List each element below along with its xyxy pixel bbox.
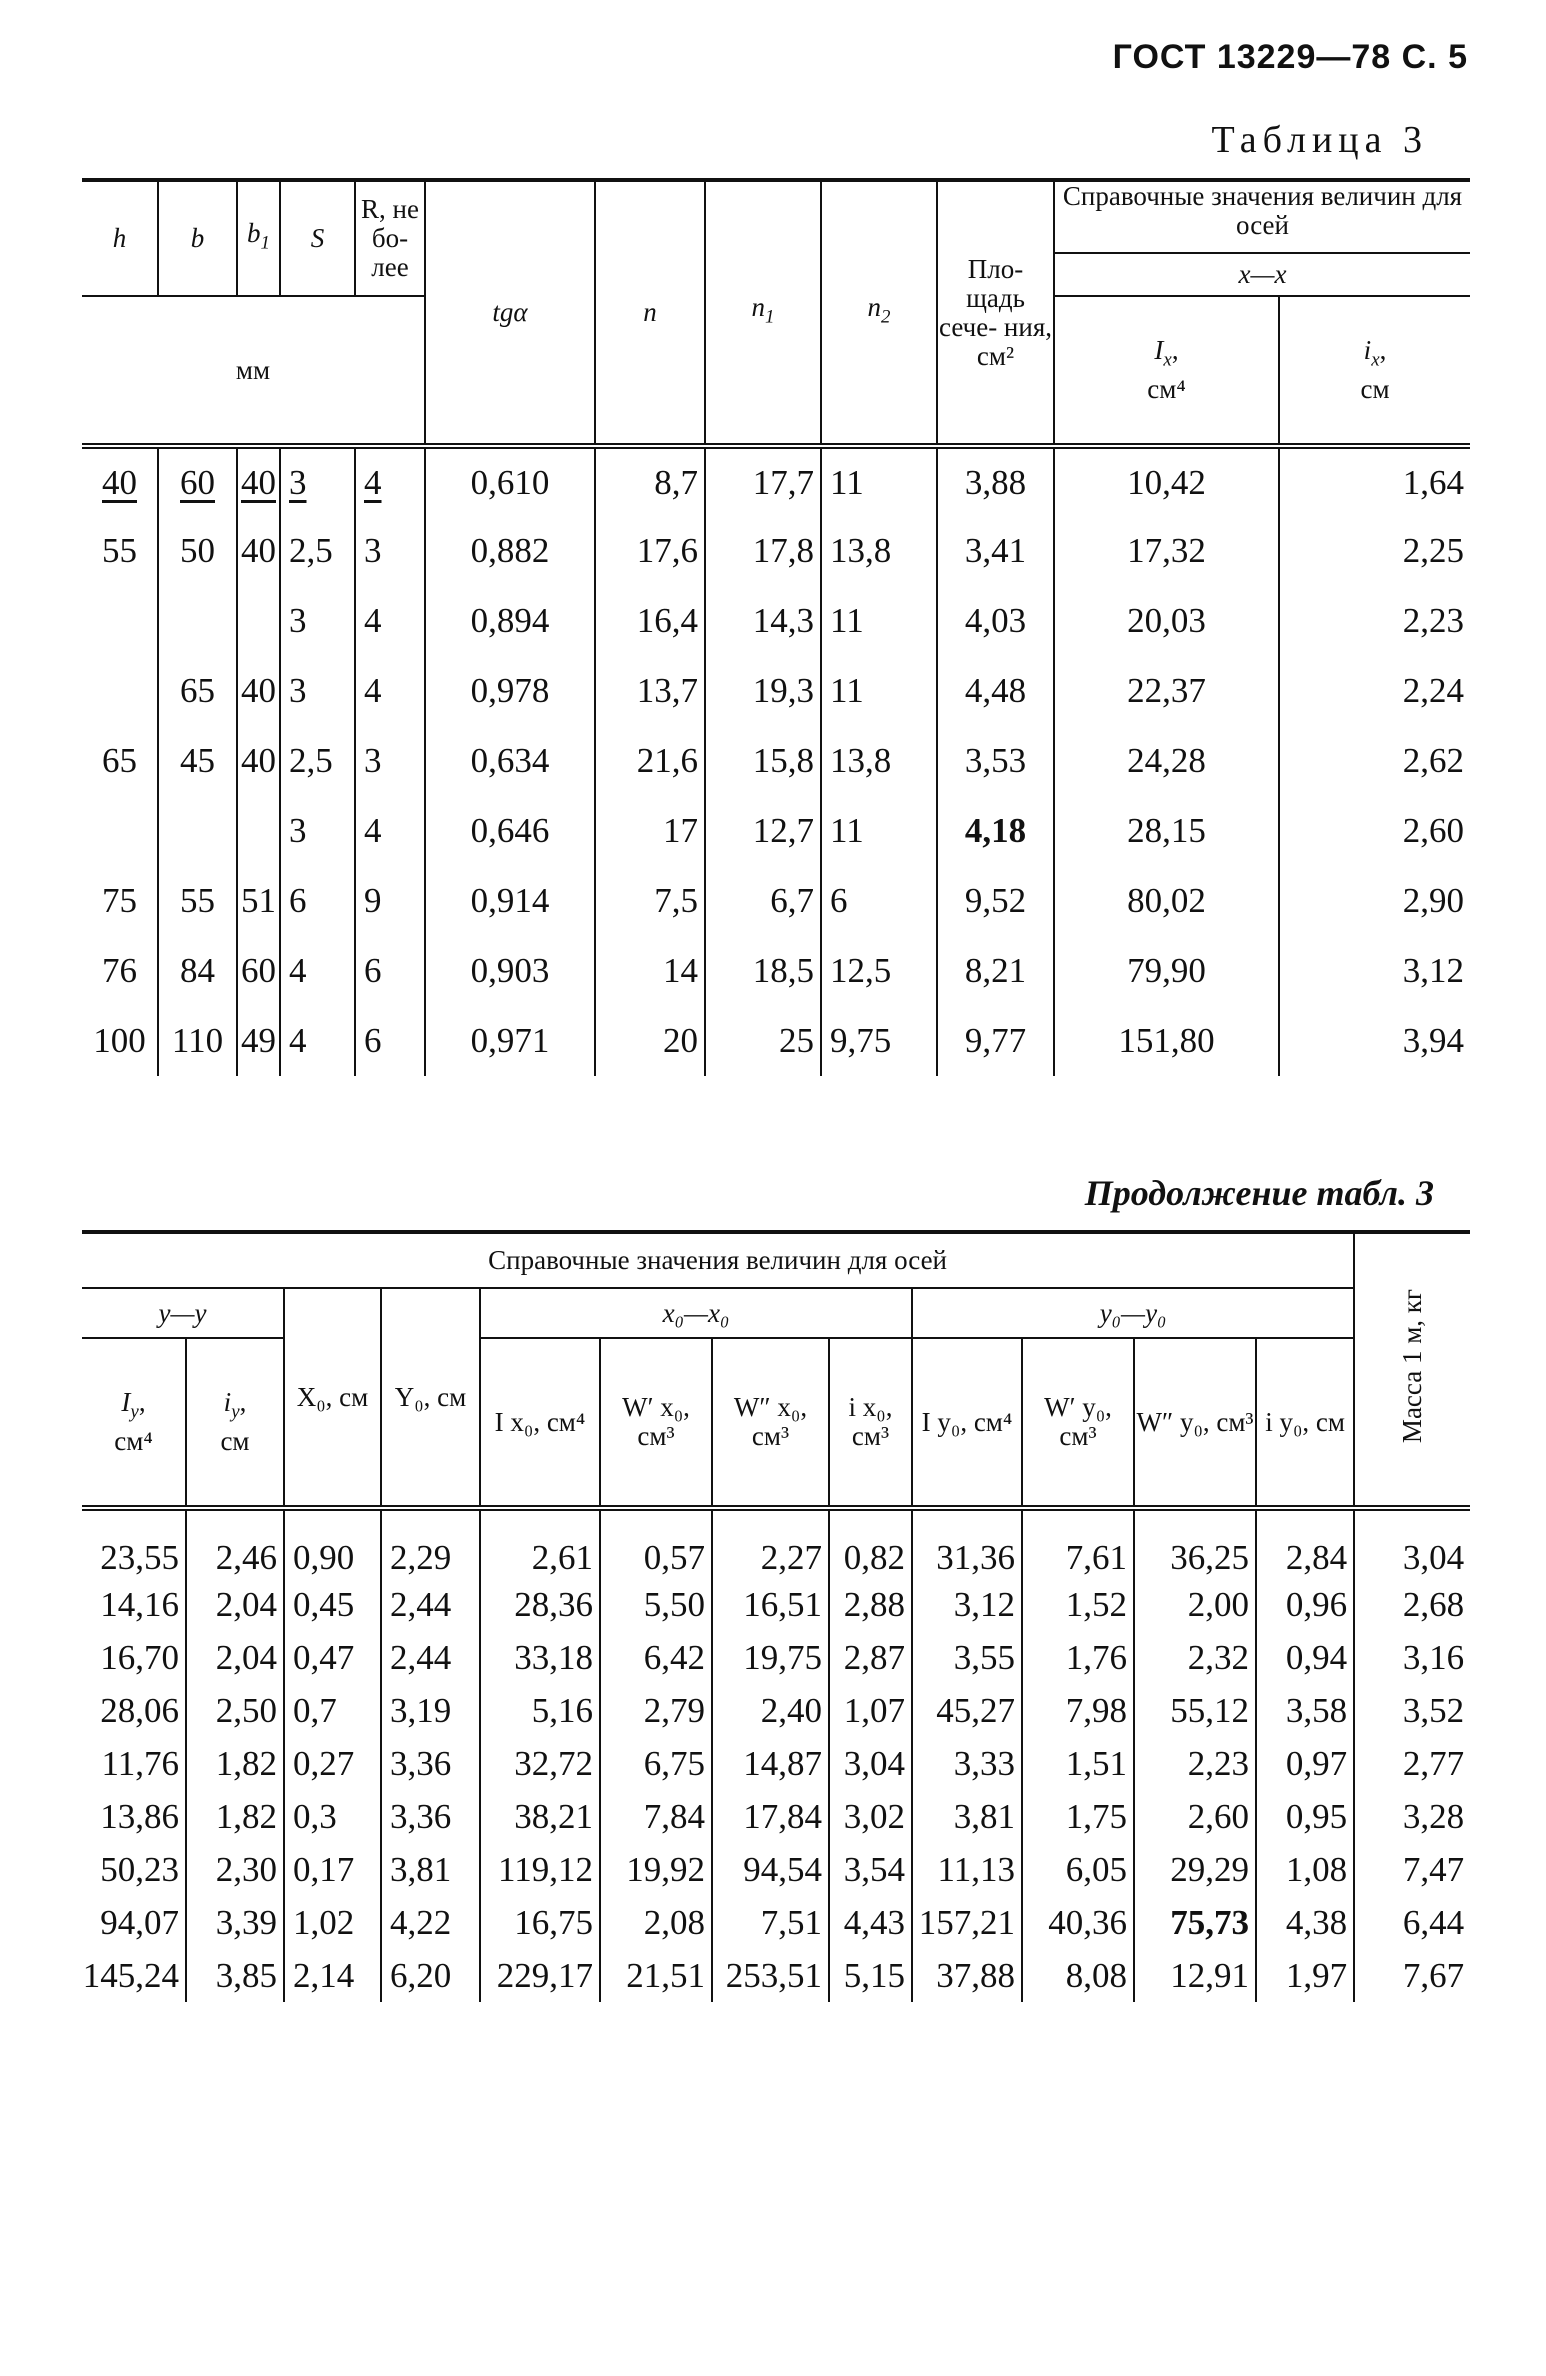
cell-b: 110 <box>158 1006 237 1076</box>
col-tga: tgα <box>425 180 595 446</box>
cell-iy0-radius: 1,97 <box>1256 1949 1354 2002</box>
cell-iy0-radius: 4,38 <box>1256 1896 1354 1949</box>
cell-tga: 0,894 <box>425 586 595 656</box>
table-row <box>82 866 1470 936</box>
ref-values-header: Справочные значения величин для осей x—x <box>1054 180 1470 296</box>
cell-S: 4 <box>280 1006 355 1076</box>
cell-Ix: 17,32 <box>1054 516 1279 586</box>
cell-iy-radius: 2,04 <box>186 1578 284 1631</box>
col-iy0-moment: I y₀, см⁴ <box>912 1338 1022 1508</box>
cell-n2: 11 <box>821 796 937 866</box>
col-y0: Y₀, см <box>381 1288 480 1508</box>
cell-Ix: 151,80 <box>1054 1006 1279 1076</box>
col-b1: $b_1$ <box>237 180 280 296</box>
cell-w1x0: 5,50 <box>600 1578 712 1631</box>
cell-w1x0: 6,42 <box>600 1631 712 1684</box>
cell-ix0-radius: 5,15 <box>829 1949 912 2002</box>
cell-h: 55 <box>102 531 137 570</box>
cell-b1: 60 <box>237 936 280 1006</box>
cell-mass: 6,44 <box>1354 1896 1470 1949</box>
cell-x0: 1,02 <box>284 1896 381 1949</box>
cell-b1: 40 <box>237 726 280 796</box>
cell-iy0-moment: 37,88 <box>912 1949 1022 2002</box>
table-3 <box>82 178 1470 1076</box>
cell-w2x0: 253,51 <box>712 1949 829 2002</box>
cell-ix: 2,90 <box>1279 866 1470 936</box>
cell-S: 3 <box>280 586 355 656</box>
table-row <box>82 446 1470 516</box>
cell-n: 8,7 <box>595 446 705 516</box>
cell-area: 8,21 <box>937 936 1054 1006</box>
cell-iy-moment: 50,23 <box>100 1849 179 1889</box>
cell-S: 3 <box>280 796 355 866</box>
table-row <box>82 1896 1470 1949</box>
ref-values-header-cont: Справочные значения величин для осей <box>82 1232 1354 1288</box>
cell-mass: 2,77 <box>1354 1737 1470 1790</box>
cell-iy0-moment: 45,27 <box>912 1684 1022 1737</box>
table-title: Таблица 3 <box>1211 119 1428 161</box>
col-n: n <box>595 180 705 446</box>
table-row <box>82 1578 1470 1631</box>
cell-w2x0: 14,87 <box>712 1737 829 1790</box>
cell-y0: 6,20 <box>381 1949 480 2002</box>
cell-w1x0: 6,75 <box>600 1737 712 1790</box>
cell-b: 84 <box>158 936 237 1006</box>
continuation-title: Продолжение табл. 3 <box>1084 1173 1434 1213</box>
table-row <box>82 1006 1470 1076</box>
cell-x0: 0,3 <box>284 1790 381 1843</box>
cell-iy-radius: 1,82 <box>186 1737 284 1790</box>
cell-w2x0: 16,51 <box>712 1578 829 1631</box>
cell-x0: 0,45 <box>284 1578 381 1631</box>
cell-ix0-moment: 32,72 <box>480 1737 600 1790</box>
table-row <box>82 1843 1470 1896</box>
cell-w1y0: 40,36 <box>1022 1896 1134 1949</box>
cell-h: 65 <box>102 741 137 780</box>
cell-h: 75 <box>102 881 137 920</box>
cell-n2: 11 <box>821 446 937 516</box>
cell-S: 2,5 <box>280 726 355 796</box>
cell-R: 3 <box>355 516 425 586</box>
cell-ix0-moment: 5,16 <box>480 1684 600 1737</box>
cell-b1 <box>237 796 280 866</box>
cell-y0: 3,19 <box>381 1684 480 1737</box>
table-row <box>82 656 1470 726</box>
cell-n2: 13,8 <box>821 516 937 586</box>
cell-x0: 0,47 <box>284 1631 381 1684</box>
cell-n1: 15,8 <box>705 726 821 796</box>
col-x0: X₀, см <box>284 1288 381 1508</box>
axis-x0-label: x₀—x₀ <box>480 1288 912 1338</box>
cell-Ix: 28,15 <box>1054 796 1279 866</box>
cell-mass: 3,16 <box>1354 1631 1470 1684</box>
cell-n: 16,4 <box>595 586 705 656</box>
col-iy-radius: $i_y$, см <box>186 1338 284 1508</box>
cell-ix0-radius: 3,02 <box>829 1790 912 1843</box>
cell-b <box>158 796 237 866</box>
cell-area: 9,77 <box>937 1006 1054 1076</box>
cell-iy0-radius: 0,94 <box>1256 1631 1354 1684</box>
cell-w2x0: 2,27 <box>712 1508 829 1578</box>
cell-Ix: 10,42 <box>1054 446 1279 516</box>
cell-ix: 2,25 <box>1279 516 1470 586</box>
cell-tga: 0,610 <box>425 446 595 516</box>
cell-h <box>82 796 158 866</box>
cell-ix0-radius: 3,04 <box>829 1737 912 1790</box>
cell-iy0-moment: 11,13 <box>912 1843 1022 1896</box>
col-ix-moment: $I_x$, см⁴ <box>1054 296 1279 446</box>
cell-area: 4,03 <box>937 586 1054 656</box>
cell-n1: 12,7 <box>705 796 821 866</box>
cell-mass: 7,67 <box>1354 1949 1470 2002</box>
cell-n2: 6 <box>821 866 937 936</box>
cell-ix0-radius: 2,88 <box>829 1578 912 1631</box>
table-row <box>82 796 1470 866</box>
axis-y0-label: y₀—y₀ <box>912 1288 1354 1338</box>
col-r: R, не бо- лее <box>355 180 425 296</box>
axis-xx-label: x—x <box>1055 252 1470 295</box>
col-n2: $n_2$ <box>821 180 937 446</box>
cell-mass: 3,52 <box>1354 1684 1470 1737</box>
cell-b: 55 <box>158 866 237 936</box>
cell-mass: 7,47 <box>1354 1843 1470 1896</box>
cell-iy0-moment: 3,33 <box>912 1737 1022 1790</box>
cell-w2y0: 55,12 <box>1134 1684 1256 1737</box>
cell-b1: 49 <box>237 1006 280 1076</box>
cell-ix0-moment: 33,18 <box>480 1631 600 1684</box>
cell-y0: 2,29 <box>381 1508 480 1578</box>
cell-w1x0: 2,08 <box>600 1896 712 1949</box>
col-iy-moment: $I_y$, см⁴ <box>114 1387 153 1456</box>
cell-iy0-moment: 3,81 <box>912 1790 1022 1843</box>
cell-h: 76 <box>102 951 137 990</box>
cell-area: 4,48 <box>937 656 1054 726</box>
cell-iy0-radius: 0,95 <box>1256 1790 1354 1843</box>
cell-w1x0: 21,51 <box>600 1949 712 2002</box>
cell-ix: 1,64 <box>1279 446 1470 516</box>
cell-mass: 3,04 <box>1354 1508 1470 1578</box>
cell-ix: 2,24 <box>1279 656 1470 726</box>
cell-b <box>158 586 237 656</box>
cell-R: 3 <box>355 726 425 796</box>
cell-x0: 0,7 <box>284 1684 381 1737</box>
cell-R: 4 <box>355 796 425 866</box>
col-s: S <box>280 180 355 296</box>
page-header: ГОСТ 13229—78 С. 5 <box>1112 38 1468 76</box>
cell-w1x0: 7,84 <box>600 1790 712 1843</box>
cell-iy-radius: 1,82 <box>186 1790 284 1843</box>
col-ix-radius: $i_x$, см <box>1279 296 1470 446</box>
table-row <box>82 1508 1470 1578</box>
cell-w1y0: 1,76 <box>1022 1631 1134 1684</box>
cell-iy-radius: 2,50 <box>186 1684 284 1737</box>
cell-n1: 17,8 <box>705 516 821 586</box>
cell-tga: 0,646 <box>425 796 595 866</box>
cell-y0: 2,44 <box>381 1578 480 1631</box>
cell-iy-radius: 2,30 <box>186 1843 284 1896</box>
cell-iy0-radius: 1,08 <box>1256 1843 1354 1896</box>
cell-w1x0: 19,92 <box>600 1843 712 1896</box>
cell-n: 17 <box>595 796 705 866</box>
cell-iy0-moment: 3,55 <box>912 1631 1022 1684</box>
cell-w2x0: 94,54 <box>712 1843 829 1896</box>
cell-w1y0: 8,08 <box>1022 1949 1134 2002</box>
cell-w2y0: 2,00 <box>1134 1578 1256 1631</box>
cell-b: 60 <box>158 446 237 516</box>
cell-tga: 0,978 <box>425 656 595 726</box>
cell-h <box>82 656 158 726</box>
cell-ix0-moment: 16,75 <box>480 1896 600 1949</box>
cell-area: 3,53 <box>937 726 1054 796</box>
cell-n1: 14,3 <box>705 586 821 656</box>
cell-iy-moment: 145,24 <box>82 1955 179 1995</box>
table-3-continuation <box>82 1230 1470 2002</box>
cell-w1y0: 1,75 <box>1022 1790 1134 1843</box>
cell-n1: 19,3 <box>705 656 821 726</box>
table-row <box>82 1631 1470 1684</box>
cell-tga: 0,882 <box>425 516 595 586</box>
col-w1x0: W′ x₀, см³ <box>600 1338 712 1508</box>
cell-iy0-radius: 2,84 <box>1256 1508 1354 1578</box>
col-mass: Масса 1 м, кг <box>1354 1232 1470 1508</box>
cell-b1: 40 <box>237 656 280 726</box>
col-b: b <box>158 180 237 296</box>
cell-n1: 17,7 <box>705 446 821 516</box>
cell-Ix: 79,90 <box>1054 936 1279 1006</box>
cell-iy-moment: 14,16 <box>100 1584 179 1624</box>
cell-y0: 4,22 <box>381 1896 480 1949</box>
cell-w1x0: 0,57 <box>600 1508 712 1578</box>
cell-iy0-radius: 3,58 <box>1256 1684 1354 1737</box>
cell-w1y0: 1,51 <box>1022 1737 1134 1790</box>
cell-w2y0: 36,25 <box>1134 1508 1256 1578</box>
cell-n1: 6,7 <box>705 866 821 936</box>
cell-h: 40 <box>102 462 137 502</box>
cell-Ix: 22,37 <box>1054 656 1279 726</box>
col-h: h <box>112 223 127 253</box>
cell-y0: 3,36 <box>381 1737 480 1790</box>
table-row <box>82 586 1470 656</box>
cell-R: 4 <box>355 446 425 516</box>
cell-ix: 3,12 <box>1279 936 1470 1006</box>
table-row <box>82 726 1470 796</box>
cell-b1: 51 <box>237 866 280 936</box>
cell-iy0-moment: 3,12 <box>912 1578 1022 1631</box>
cell-iy-radius: 3,39 <box>186 1896 284 1949</box>
table-row <box>82 516 1470 586</box>
cell-iy-moment: 94,07 <box>100 1902 179 1942</box>
cell-w1y0: 1,52 <box>1022 1578 1134 1631</box>
cell-n2: 9,75 <box>821 1006 937 1076</box>
cell-ix0-moment: 229,17 <box>480 1949 600 2002</box>
cell-n: 14 <box>595 936 705 1006</box>
cell-ix0-radius: 0,82 <box>829 1508 912 1578</box>
cell-iy-moment: 11,76 <box>101 1743 179 1783</box>
cell-b: 65 <box>158 656 237 726</box>
cell-w2y0: 2,23 <box>1134 1737 1256 1790</box>
col-iy0-radius: i y₀, см <box>1256 1338 1354 1508</box>
cell-y0: 3,81 <box>381 1843 480 1896</box>
cell-x0: 0,27 <box>284 1737 381 1790</box>
cell-S: 4 <box>280 936 355 1006</box>
cell-w2x0: 2,40 <box>712 1684 829 1737</box>
cell-R: 4 <box>355 656 425 726</box>
cell-area: 4,18 <box>937 796 1054 866</box>
cell-n2: 11 <box>821 586 937 656</box>
cell-S: 3 <box>280 656 355 726</box>
cell-iy0-moment: 157,21 <box>912 1896 1022 1949</box>
cell-Ix: 80,02 <box>1054 866 1279 936</box>
cell-h <box>82 586 158 656</box>
cell-ix0-moment: 2,61 <box>480 1508 600 1578</box>
cell-ix0-radius: 3,54 <box>829 1843 912 1896</box>
cell-iy-radius: 2,04 <box>186 1631 284 1684</box>
cell-tga: 0,903 <box>425 936 595 1006</box>
cell-n2: 13,8 <box>821 726 937 796</box>
cell-y0: 3,36 <box>381 1790 480 1843</box>
cell-w2y0: 12,91 <box>1134 1949 1256 2002</box>
cell-iy-moment: 16,70 <box>100 1637 179 1677</box>
col-w2x0: W″ x₀, см³ <box>712 1338 829 1508</box>
cell-S: 2,5 <box>280 516 355 586</box>
cell-R: 9 <box>355 866 425 936</box>
cell-y0: 2,44 <box>381 1631 480 1684</box>
cell-Ix: 24,28 <box>1054 726 1279 796</box>
table-row <box>82 1949 1470 2002</box>
cell-x0: 0,17 <box>284 1843 381 1896</box>
cell-w2x0: 17,84 <box>712 1790 829 1843</box>
cell-ix0-radius: 2,87 <box>829 1631 912 1684</box>
cell-iy-moment: 13,86 <box>100 1796 179 1836</box>
col-ix0-radius: i x₀, см³ <box>829 1338 912 1508</box>
cell-w1y0: 6,05 <box>1022 1843 1134 1896</box>
cell-ix0-radius: 1,07 <box>829 1684 912 1737</box>
cell-n: 21,6 <box>595 726 705 796</box>
cell-n2: 12,5 <box>821 936 937 1006</box>
table-row <box>82 1737 1470 1790</box>
unit-mm: мм <box>82 296 425 446</box>
cell-ix: 2,60 <box>1279 796 1470 866</box>
cell-area: 9,52 <box>937 866 1054 936</box>
cell-iy0-radius: 0,97 <box>1256 1737 1354 1790</box>
col-w1y0: W′ y₀, см³ <box>1022 1338 1134 1508</box>
cell-b1: 40 <box>237 516 280 586</box>
cell-w2x0: 7,51 <box>712 1896 829 1949</box>
col-n1: $n_1$ <box>705 180 821 446</box>
cell-n1: 18,5 <box>705 936 821 1006</box>
col-area: Пло- щадь сече- ния, см² <box>937 180 1054 446</box>
cell-R: 4 <box>355 586 425 656</box>
cell-n: 20 <box>595 1006 705 1076</box>
cell-ix0-moment: 38,21 <box>480 1790 600 1843</box>
cell-w2y0: 2,32 <box>1134 1631 1256 1684</box>
table-row <box>82 1684 1470 1737</box>
cell-R: 6 <box>355 1006 425 1076</box>
cell-b: 50 <box>158 516 237 586</box>
cell-ix: 2,62 <box>1279 726 1470 796</box>
table-row <box>82 936 1470 1006</box>
cell-ix: 2,23 <box>1279 586 1470 656</box>
cell-w1x0: 2,79 <box>600 1684 712 1737</box>
table-row <box>82 1790 1470 1843</box>
cell-ix0-radius: 4,43 <box>829 1896 912 1949</box>
cell-S: 6 <box>280 866 355 936</box>
cell-iy-radius: 2,46 <box>186 1508 284 1578</box>
cell-iy0-moment: 31,36 <box>912 1508 1022 1578</box>
cell-mass: 3,28 <box>1354 1790 1470 1843</box>
cell-iy-radius: 3,85 <box>186 1949 284 2002</box>
cell-n1: 25 <box>705 1006 821 1076</box>
cell-w2x0: 19,75 <box>712 1631 829 1684</box>
cell-iy0-radius: 0,96 <box>1256 1578 1354 1631</box>
cell-w2y0: 75,73 <box>1134 1896 1256 1949</box>
cell-tga: 0,634 <box>425 726 595 796</box>
cell-w2y0: 2,60 <box>1134 1790 1256 1843</box>
cell-Ix: 20,03 <box>1054 586 1279 656</box>
cell-x0: 0,90 <box>284 1508 381 1578</box>
cell-mass: 2,68 <box>1354 1578 1470 1631</box>
cell-S: 3 <box>280 446 355 516</box>
cell-ix0-moment: 119,12 <box>480 1843 600 1896</box>
cell-tga: 0,914 <box>425 866 595 936</box>
cell-tga: 0,971 <box>425 1006 595 1076</box>
cell-b1 <box>237 586 280 656</box>
col-w2y0: W″ y₀, см³ <box>1134 1338 1256 1508</box>
cell-area: 3,41 <box>937 516 1054 586</box>
cell-n: 7,5 <box>595 866 705 936</box>
cell-ix0-moment: 28,36 <box>480 1578 600 1631</box>
cell-n: 17,6 <box>595 516 705 586</box>
cell-w2y0: 29,29 <box>1134 1843 1256 1896</box>
cell-h: 100 <box>93 1021 146 1060</box>
cell-area: 3,88 <box>937 446 1054 516</box>
cell-ix: 3,94 <box>1279 1006 1470 1076</box>
col-ix0-moment: I x₀, см⁴ <box>480 1338 600 1508</box>
axis-yy-label: y—y <box>82 1288 284 1338</box>
cell-b1: 40 <box>237 446 280 516</box>
cell-n2: 11 <box>821 656 937 726</box>
cell-iy-moment: 23,55 <box>100 1538 179 1577</box>
cell-iy-moment: 28,06 <box>100 1690 179 1730</box>
cell-b: 45 <box>158 726 237 796</box>
cell-R: 6 <box>355 936 425 1006</box>
cell-n: 13,7 <box>595 656 705 726</box>
cell-x0: 2,14 <box>284 1949 381 2002</box>
cell-w1y0: 7,98 <box>1022 1684 1134 1737</box>
cell-w1y0: 7,61 <box>1022 1508 1134 1578</box>
